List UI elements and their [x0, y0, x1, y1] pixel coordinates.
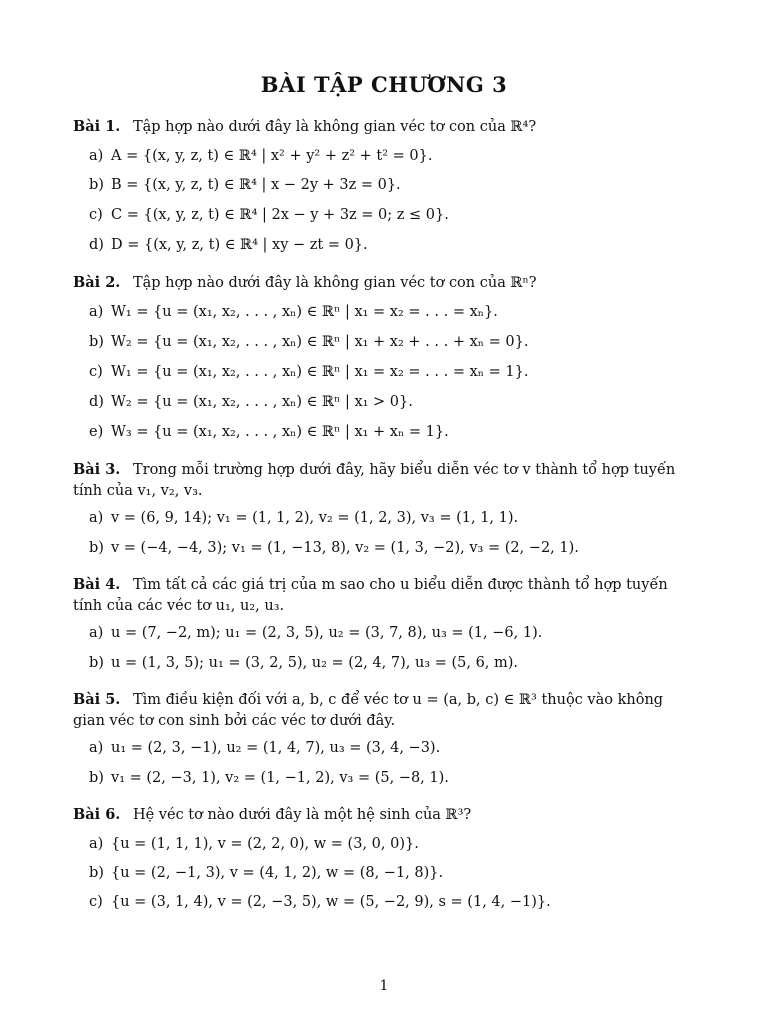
item-label: b): [89, 334, 104, 350]
problem-item: [89, 422, 689, 443]
item-text: A = {(x, y, z, t) ∈ ℝ⁴ | x² + y² + z² + t² = 0}.: [111, 148, 433, 164]
item-label: b): [89, 655, 104, 671]
problem-label: Bài 2.: [73, 274, 121, 291]
problem-item: [89, 362, 689, 383]
item-label: b): [89, 540, 104, 556]
problem-item: [89, 834, 689, 855]
page-title: BÀI TẬP CHƯƠNG 3: [260, 72, 508, 97]
problem-6: [73, 804, 697, 826]
item-text: v = (−4, −4, 3); v₁ = (1, −13, 8), v₂ = (1, 3, −2), v₃ = (2, −2, 1).: [111, 540, 579, 556]
problem-item: [89, 302, 689, 323]
item-label: e): [89, 424, 104, 440]
item-text: W₁ = {u = (x₁, x₂, . . . , xₙ) ∈ ℝⁿ | x₁ = x₂ = . . . = xₙ}.: [111, 304, 498, 320]
item-label: a): [89, 625, 104, 641]
problem-3: [73, 459, 697, 502]
item-label: a): [89, 836, 104, 852]
item-text: u = (1, 3, 5); u₁ = (3, 2, 5), u₂ = (2, 4, 7), u₃ = (5, 6, m).: [111, 655, 519, 671]
problem-item: [89, 892, 689, 913]
item-label: b): [89, 770, 104, 786]
item-text: D = {(x, y, z, t) ∈ ℝ⁴ | xy − zt = 0}.: [111, 237, 368, 253]
problem-item: [89, 863, 689, 884]
problem-text: Tập hợp nào dưới đây là không gian véc tơ con của ℝ⁴?: [132, 119, 537, 135]
item-text: v₁ = (2, −3, 1), v₂ = (1, −1, 2), v₃ = (5, −8, 1).: [111, 770, 449, 786]
problem-label: Bài 5.: [73, 691, 121, 708]
problem-item: [89, 332, 689, 353]
item-text: B = {(x, y, z, t) ∈ ℝ⁴ | x − 2y + 3z = 0}.: [111, 177, 401, 193]
problem-label: Bài 1.: [73, 118, 121, 135]
item-text: v = (6, 9, 14); v₁ = (1, 1, 2), v₂ = (1, 2, 3), v₃ = (1, 1, 1).: [111, 510, 519, 526]
problem-label: Bài 3.: [73, 461, 121, 478]
problem-item: [89, 738, 689, 759]
problem-label: Bài 4.: [73, 576, 121, 593]
problem-item: [89, 146, 689, 167]
problem-text: Tìm điều kiện đối với a, b, c để véc tơ u = (a, b, c) ∈ ℝ³ thuộc vào không gian véc tơ con sinh bởi các véc tơ dưới đây.: [73, 692, 664, 729]
item-text: W₃ = {u = (x₁, x₂, . . . , xₙ) ∈ ℝⁿ | x₁ + xₙ = 1}.: [111, 424, 449, 440]
item-label: c): [89, 364, 103, 380]
problem-label: Bài 6.: [73, 806, 121, 823]
problem-text: Hệ véc tơ nào dưới đây là một hệ sinh của ℝ³?: [132, 807, 472, 823]
item-label: a): [89, 304, 104, 320]
problem-item: [89, 653, 689, 674]
problem-2: [73, 272, 697, 294]
item-label: b): [89, 865, 104, 881]
item-label: b): [89, 177, 104, 193]
item-text: u₁ = (2, 3, −1), u₂ = (1, 4, 7), u₃ = (3, 4, −3).: [111, 740, 441, 756]
problem-item: [89, 392, 689, 413]
item-text: {u = (1, 1, 1), v = (2, 2, 0), w = (3, 0, 0)}.: [111, 836, 419, 852]
problem-4: [73, 574, 697, 617]
problem-item: [89, 508, 689, 529]
item-text: {u = (3, 1, 4), v = (2, −3, 5), w = (5, −2, 9), s = (1, 4, −1)}.: [111, 894, 551, 910]
problem-5: [73, 689, 697, 732]
problem-item: [89, 768, 689, 789]
item-text: {u = (2, −1, 3), v = (4, 1, 2), w = (8, −1, 8)}.: [111, 865, 444, 881]
problem-text: Trong mỗi trường hợp dưới đây, hãy biểu diễn véc tơ v thành tổ hợp tuyến tính của v₁, v₂, v₃.: [73, 462, 676, 499]
item-text: W₂ = {u = (x₁, x₂, . . . , xₙ) ∈ ℝⁿ | x₁ + x₂ + . . . + xₙ = 0}.: [111, 334, 529, 350]
problem-text: Tập hợp nào dưới đây là không gian véc tơ con của ℝⁿ?: [132, 275, 537, 291]
problem-item: [89, 205, 689, 226]
item-label: c): [89, 207, 103, 223]
problem-item: [89, 175, 689, 196]
item-text: u = (7, −2, m); u₁ = (2, 3, 5), u₂ = (3, 7, 8), u₃ = (1, −6, 1).: [111, 625, 543, 641]
problem-text: Tìm tất cả các giá trị của m sao cho u biểu diễn được thành tổ hợp tuyến tính của các véc tơ u₁, u₂, u₃.: [73, 577, 668, 614]
item-label: c): [89, 894, 103, 910]
page-number: 1: [379, 978, 389, 994]
item-label: d): [89, 237, 104, 253]
item-label: a): [89, 148, 104, 164]
item-text: W₂ = {u = (x₁, x₂, . . . , xₙ) ∈ ℝⁿ | x₁ > 0}.: [111, 394, 413, 410]
item-label: a): [89, 740, 104, 756]
item-label: d): [89, 394, 104, 410]
item-text: C = {(x, y, z, t) ∈ ℝ⁴ | 2x − y + 3z = 0; z ≤ 0}.: [111, 207, 449, 223]
item-text: W₁ = {u = (x₁, x₂, . . . , xₙ) ∈ ℝⁿ | x₁ = x₂ = . . . = xₙ = 1}.: [111, 364, 529, 380]
problem-item: [89, 538, 689, 559]
problem-1: [73, 116, 697, 138]
problem-item: [89, 235, 689, 256]
problem-item: [89, 623, 689, 644]
item-label: a): [89, 510, 104, 526]
